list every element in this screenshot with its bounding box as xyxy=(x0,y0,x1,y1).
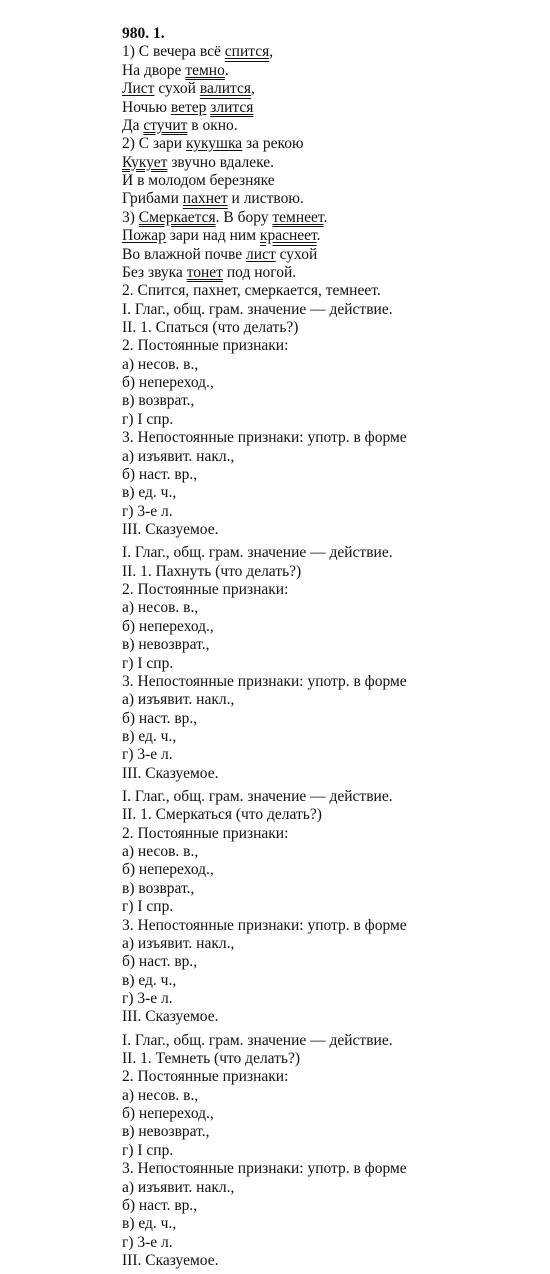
analysis-line: б) наст. вр., xyxy=(122,709,198,727)
analysis-line: II. 1. Спаться (что делать?) xyxy=(122,318,299,336)
poem-line: Кукует звучно вдалеке. xyxy=(122,153,275,171)
poem-line: И в молодом березняке xyxy=(122,172,275,189)
predicate: пахнет xyxy=(182,190,228,208)
poem-line: 2) С зари кукушка за рекою xyxy=(122,135,304,153)
predicate: краснеет xyxy=(259,227,317,245)
predicate: темно xyxy=(185,61,225,79)
analysis-line: г) I спр. xyxy=(122,654,174,672)
analysis-line: а) изъявит. накл., xyxy=(122,691,235,709)
poem-line: На дворе темно. xyxy=(122,61,229,79)
analysis-line: III. Сказуемое. xyxy=(122,764,219,782)
predicate: спится xyxy=(224,43,270,61)
analysis-line: I. Глаг., общ. грам. значение — действие. xyxy=(122,1031,393,1049)
analysis-line: б) непереход., xyxy=(122,617,214,635)
analysis-line: II. 1. Пахнуть (что делать?) xyxy=(122,562,302,580)
analysis-line: 2. Постоянные признаки: xyxy=(122,824,289,842)
analysis-line: III. Сказуемое. xyxy=(122,521,219,538)
analysis-line: 2. Постоянные признаки: xyxy=(122,337,289,355)
poem-line: 1) С вечера всё спится, xyxy=(122,43,274,61)
analysis-line: в) возврат., xyxy=(122,879,195,897)
analysis-line: г) I спр. xyxy=(122,410,174,428)
subject: Пожар xyxy=(122,227,166,245)
subject: ветер xyxy=(170,98,207,116)
analysis-line: г) 3-е л. xyxy=(122,502,173,520)
predicate: темнеет xyxy=(272,208,324,226)
poem-line: Во влажной почве лист сухой xyxy=(122,245,318,263)
analysis-line: б) наст. вр., xyxy=(122,953,198,971)
poem-line: Пожар зари над ним краснеет. xyxy=(122,227,321,245)
analysis-line: а) изъявит. накл., xyxy=(122,447,235,465)
subject: Лист xyxy=(122,80,155,98)
analysis-line: г) I спр. xyxy=(122,898,174,916)
analysis-line: в) ед. ч., xyxy=(122,484,177,502)
poem-line: Ночью ветер злится xyxy=(122,98,254,116)
analysis-line: в) невозврат., xyxy=(122,1123,210,1141)
exercise-title: 980. 1. xyxy=(122,25,165,42)
analysis-line: г) 3-е л. xyxy=(122,746,173,764)
analysis-line: б) наст. вр., xyxy=(122,1196,198,1214)
analysis-line: II. 1. Темнеть (что делать?) xyxy=(122,1049,301,1067)
analysis-line: б) непереход., xyxy=(122,861,214,879)
analysis-line: а) изъявит. накл., xyxy=(122,934,235,952)
analysis-line: в) возврат., xyxy=(122,392,195,410)
poem-line: 3) Смеркается. В бору темнеет. xyxy=(122,208,328,226)
poem-line: Да стучит в окно. xyxy=(122,116,238,134)
analysis-line: I. Глаг., общ. грам. значение — действие. xyxy=(122,787,393,805)
analysis-line: 3. Непостоянные признаки: употр. в форме xyxy=(122,916,407,934)
analysis-line: а) несов. в., xyxy=(122,355,199,373)
analysis-line: г) 3-е л. xyxy=(122,990,173,1007)
analysis-line: а) несов. в., xyxy=(122,599,199,617)
poem-line: Без звука тонет под ногой. xyxy=(122,263,297,281)
analysis-line: г) I спр. xyxy=(122,1141,174,1159)
analysis-line: в) ед. ч., xyxy=(122,727,177,745)
analysis-line: 3. Непостоянные признаки: употр. в форме xyxy=(122,672,407,690)
predicate: злится xyxy=(210,98,254,116)
analysis-line: 3. Непостоянные признаки: употр. в форме xyxy=(122,1160,407,1178)
analysis-line: в) ед. ч., xyxy=(122,1215,177,1233)
analysis-line: б) непереход., xyxy=(122,374,214,392)
poem-line: Лист сухой валится, xyxy=(122,80,255,98)
analysis-line: 2. Постоянные признаки: xyxy=(122,1068,289,1086)
analysis-line: а) несов. в., xyxy=(122,1086,199,1104)
predicate: стучит xyxy=(143,116,188,134)
analysis-line: II. 1. Смеркаться (что делать?) xyxy=(122,806,322,824)
predicate: Смеркается xyxy=(138,208,216,226)
analysis-line: 2. Постоянные признаки: xyxy=(122,581,289,598)
analysis-line: б) непереход., xyxy=(122,1105,214,1122)
poem-line: Грибами пахнет и листвою. xyxy=(122,190,304,208)
analysis-line: в) невозврат., xyxy=(122,636,210,654)
analysis-line: 3. Непостоянные признаки: употр. в форме xyxy=(122,429,407,447)
analysis-line: г) 3-е л. xyxy=(122,1233,173,1251)
analysis-line: III. Сказуемое. xyxy=(122,1008,219,1026)
analysis-line: I. Глаг., общ. грам. значение — действие. xyxy=(122,544,393,562)
analysis-line: в) ед. ч., xyxy=(122,971,177,989)
analysis-line: I. Глаг., общ. грам. значение — действие. xyxy=(122,300,393,318)
predicate: Кукует xyxy=(122,153,168,171)
analysis-line: а) изъявит. накл., xyxy=(122,1178,235,1196)
analysis-line: б) наст. вр., xyxy=(122,465,198,483)
analysis-line: а) несов. в., xyxy=(122,843,199,860)
subject: кукушка xyxy=(185,135,243,153)
analysis-line: III. Сказуемое. xyxy=(122,1252,219,1269)
subject: лист xyxy=(246,245,276,263)
predicate: тонет xyxy=(186,263,223,281)
predicate: валится xyxy=(199,80,251,98)
task-two-heading: 2. Спится, пахнет, смеркается, темнеет. xyxy=(122,282,381,300)
